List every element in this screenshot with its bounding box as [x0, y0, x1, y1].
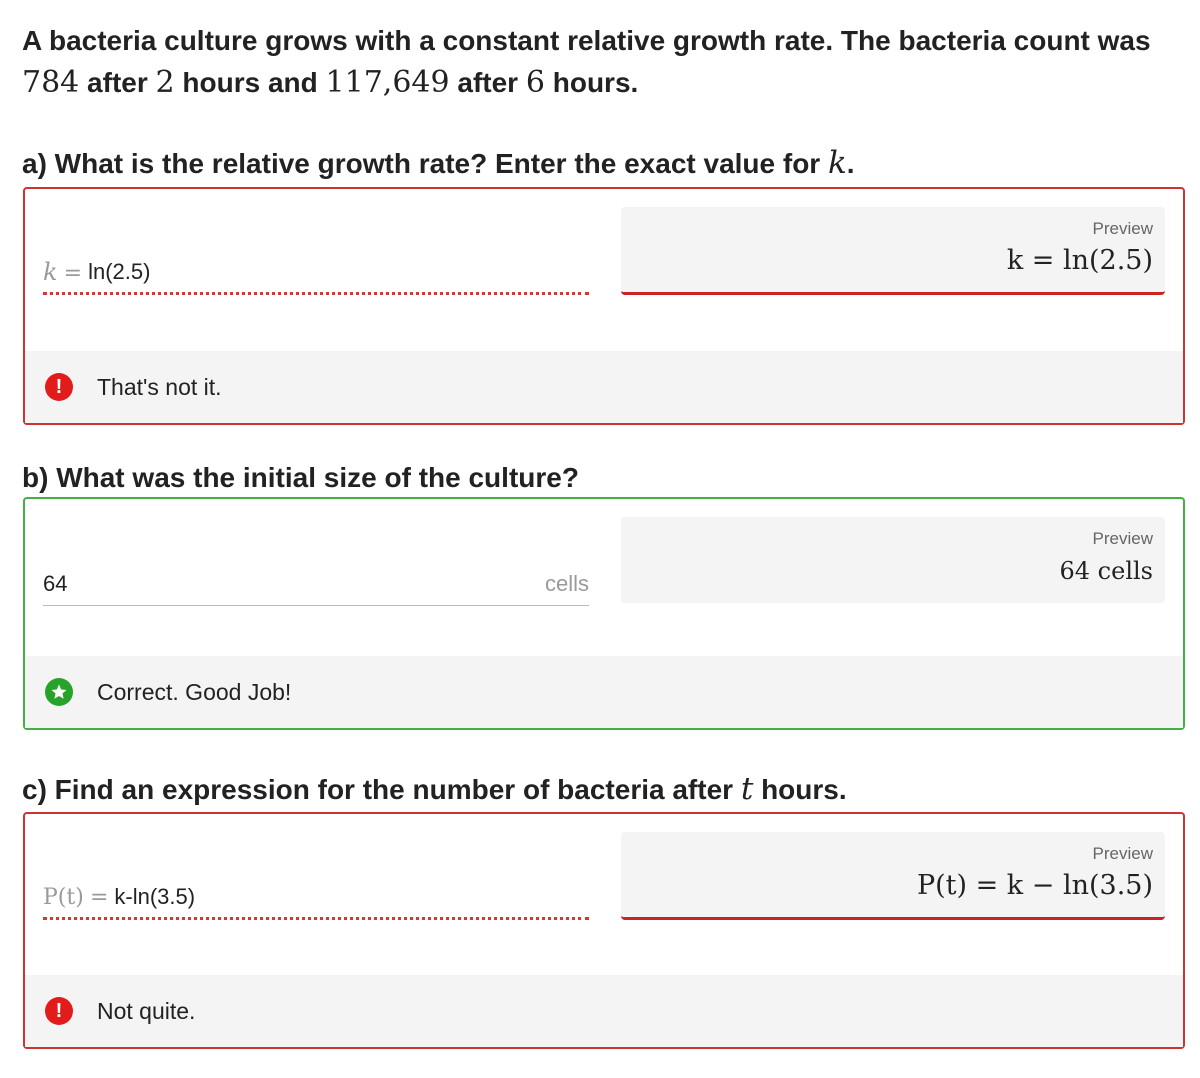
problem-count1: 784 [22, 65, 80, 100]
problem-after2: after [457, 67, 519, 98]
problem-statement [22, 20, 1182, 104]
exclamation-circle-icon: ! [45, 373, 73, 401]
part-a-feedback-text: That's not it. [97, 373, 222, 400]
part-c-heading-text: c) Find an expression for the number of bacteria after [22, 774, 734, 805]
part-b-feedback [25, 656, 1183, 728]
part-a-preview-math: k = ln(2.5) [1006, 245, 1153, 276]
part-b-preview-box [621, 517, 1165, 603]
part-c-answer-card [23, 812, 1185, 1049]
part-c-heading [22, 772, 847, 807]
part-a-answer-card [23, 187, 1185, 425]
part-b-answer-card [23, 497, 1185, 730]
part-b-preview-math: 64 cells [1059, 557, 1153, 585]
part-a-heading-var: k [828, 145, 847, 181]
part-b-input-unit: cells [544, 570, 589, 596]
problem-after: after [87, 67, 148, 98]
part-c-input-func: P(t) [43, 884, 84, 910]
part-a-input-value[interactable]: ln(2.5) [88, 258, 151, 284]
problem-line1: A bacteria culture grows with a constant relative growth rate. The bacteria count was [22, 25, 1151, 56]
part-a-preview-label: Preview [1092, 219, 1153, 238]
problem-hours2: 6 [525, 65, 545, 100]
part-a-preview-box [621, 207, 1165, 295]
exclamation-circle-icon: ! [45, 997, 73, 1025]
part-a-heading-text: a) What is the relative growth rate? Enter the exact value for [22, 148, 821, 179]
part-a-answer-input[interactable] [43, 251, 589, 295]
part-a-heading [22, 146, 855, 181]
part-c-heading-var: t [740, 771, 754, 807]
part-b-feedback-text: Correct. Good Job! [97, 678, 292, 705]
part-c-preview-label: Preview [1092, 844, 1153, 863]
part-c-preview-box [621, 832, 1165, 920]
part-c-answer-input[interactable] [43, 876, 589, 920]
part-a-input-eq: = [63, 260, 83, 286]
part-c-input-value[interactable]: k-ln(3.5) [114, 883, 196, 909]
part-c-input-eq: = [89, 884, 109, 910]
part-b-heading [22, 461, 579, 495]
part-c-heading-end: hours. [761, 774, 847, 805]
star-circle-icon [45, 678, 73, 706]
part-c-input-prefix [43, 884, 108, 910]
part-a-heading-end: . [846, 148, 855, 179]
problem-hours-and: hours and [182, 67, 318, 98]
part-b-answer-input[interactable] [43, 562, 589, 606]
part-c-feedback-text: Not quite. [97, 997, 196, 1024]
problem-count2: 117,649 [325, 65, 450, 100]
part-a-input-prefix [43, 258, 82, 286]
part-a-input-var: k [43, 257, 58, 286]
part-c-feedback [25, 975, 1183, 1047]
part-c-preview-math: P(t) = k − ln(3.5) [916, 870, 1153, 901]
problem-hours1: 2 [155, 65, 175, 100]
part-b-input-value[interactable]: 64 [43, 570, 68, 596]
part-b-heading-text: b) What was the initial size of the culture? [22, 462, 579, 493]
star-icon [50, 683, 68, 701]
part-a-feedback [25, 351, 1183, 423]
part-b-preview-label: Preview [1092, 529, 1153, 548]
problem-hours-end: hours. [552, 67, 639, 98]
